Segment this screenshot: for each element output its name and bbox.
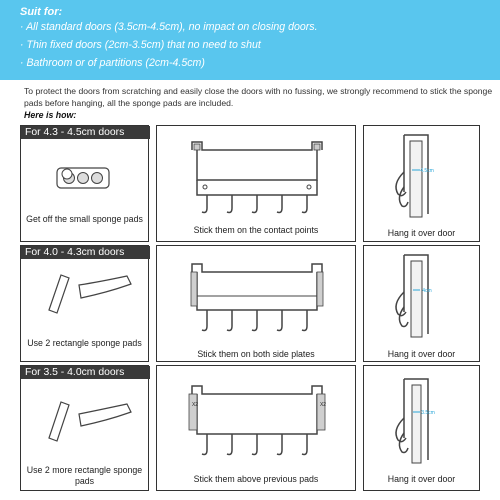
step2-caption: Stick them on the contact points	[193, 225, 319, 235]
step2-cell	[156, 245, 356, 362]
step3-caption: Hang it over door	[387, 349, 456, 359]
door-thickness-measure: 3.5cm	[421, 410, 435, 416]
step2-cell	[156, 125, 356, 242]
door-thickness-measure: 4.5cm	[420, 168, 434, 174]
rectangle-sponge-pads-icon	[39, 270, 149, 320]
hook-rack-icon	[177, 140, 337, 220]
step2-caption: Stick them above previous pads	[193, 474, 319, 484]
step3-cell	[363, 125, 480, 242]
hook-rack-icon	[177, 260, 337, 340]
small-sponge-pads-icon	[55, 166, 115, 196]
hook-over-door-icon	[384, 132, 464, 222]
step1-caption: Use 2 rectangle sponge pads	[27, 338, 142, 348]
door-size-label: For 3.5 - 4.0cm doors	[21, 366, 150, 379]
step1-cell	[20, 125, 149, 242]
hook-over-door-icon	[384, 252, 464, 342]
banner-line-thin-doors: · Thin fixed doors (2cm-3.5cm) that no need to shut	[20, 39, 261, 51]
howto-heading: Here is how:	[24, 110, 77, 120]
hook-rack-icon	[177, 382, 337, 466]
step1-caption: Use 2 more rectangle sponge pads	[26, 465, 143, 486]
instruction-row-3	[20, 365, 480, 491]
step1-cell	[20, 245, 149, 362]
step3-cell	[363, 365, 480, 491]
banner-line-bathroom: · Bathroom or of partitions (2cm-4.5cm)	[20, 57, 205, 69]
instruction-grid	[20, 121, 480, 492]
step1-cell	[20, 365, 149, 491]
intro-text: To protect the doors from scratching and easily close the doors with no fussing, we strongly recommend to stick the sponge pads before hanging, all the sponge pads are included.	[24, 86, 493, 108]
step1-caption: Get off the small sponge pads	[26, 214, 143, 224]
step2-caption: Stick them on both side plates	[197, 349, 315, 359]
step3-cell	[363, 245, 480, 362]
banner	[0, 0, 500, 80]
instruction-row-1	[20, 125, 480, 242]
step3-caption: Hang it over door	[387, 474, 456, 484]
banner-line-standard-doors: · All standard doors (3.5cm-4.5cm), no impact on closing doors.	[20, 21, 318, 33]
banner-title: Suit for:	[20, 6, 63, 18]
door-size-label: For 4.3 - 4.5cm doors	[21, 126, 150, 139]
pad-mark-right: X2	[319, 402, 327, 408]
door-size-label: For 4.0 - 4.3cm doors	[21, 246, 150, 259]
hook-over-door-icon	[384, 376, 464, 468]
step2-cell	[156, 365, 356, 491]
pad-mark-left: X2	[191, 402, 199, 408]
step3-caption: Hang it over door	[387, 228, 456, 238]
instruction-row-2	[20, 245, 480, 362]
rectangle-sponge-pads-icon	[39, 396, 149, 446]
door-thickness-measure: 4cm	[422, 288, 432, 294]
